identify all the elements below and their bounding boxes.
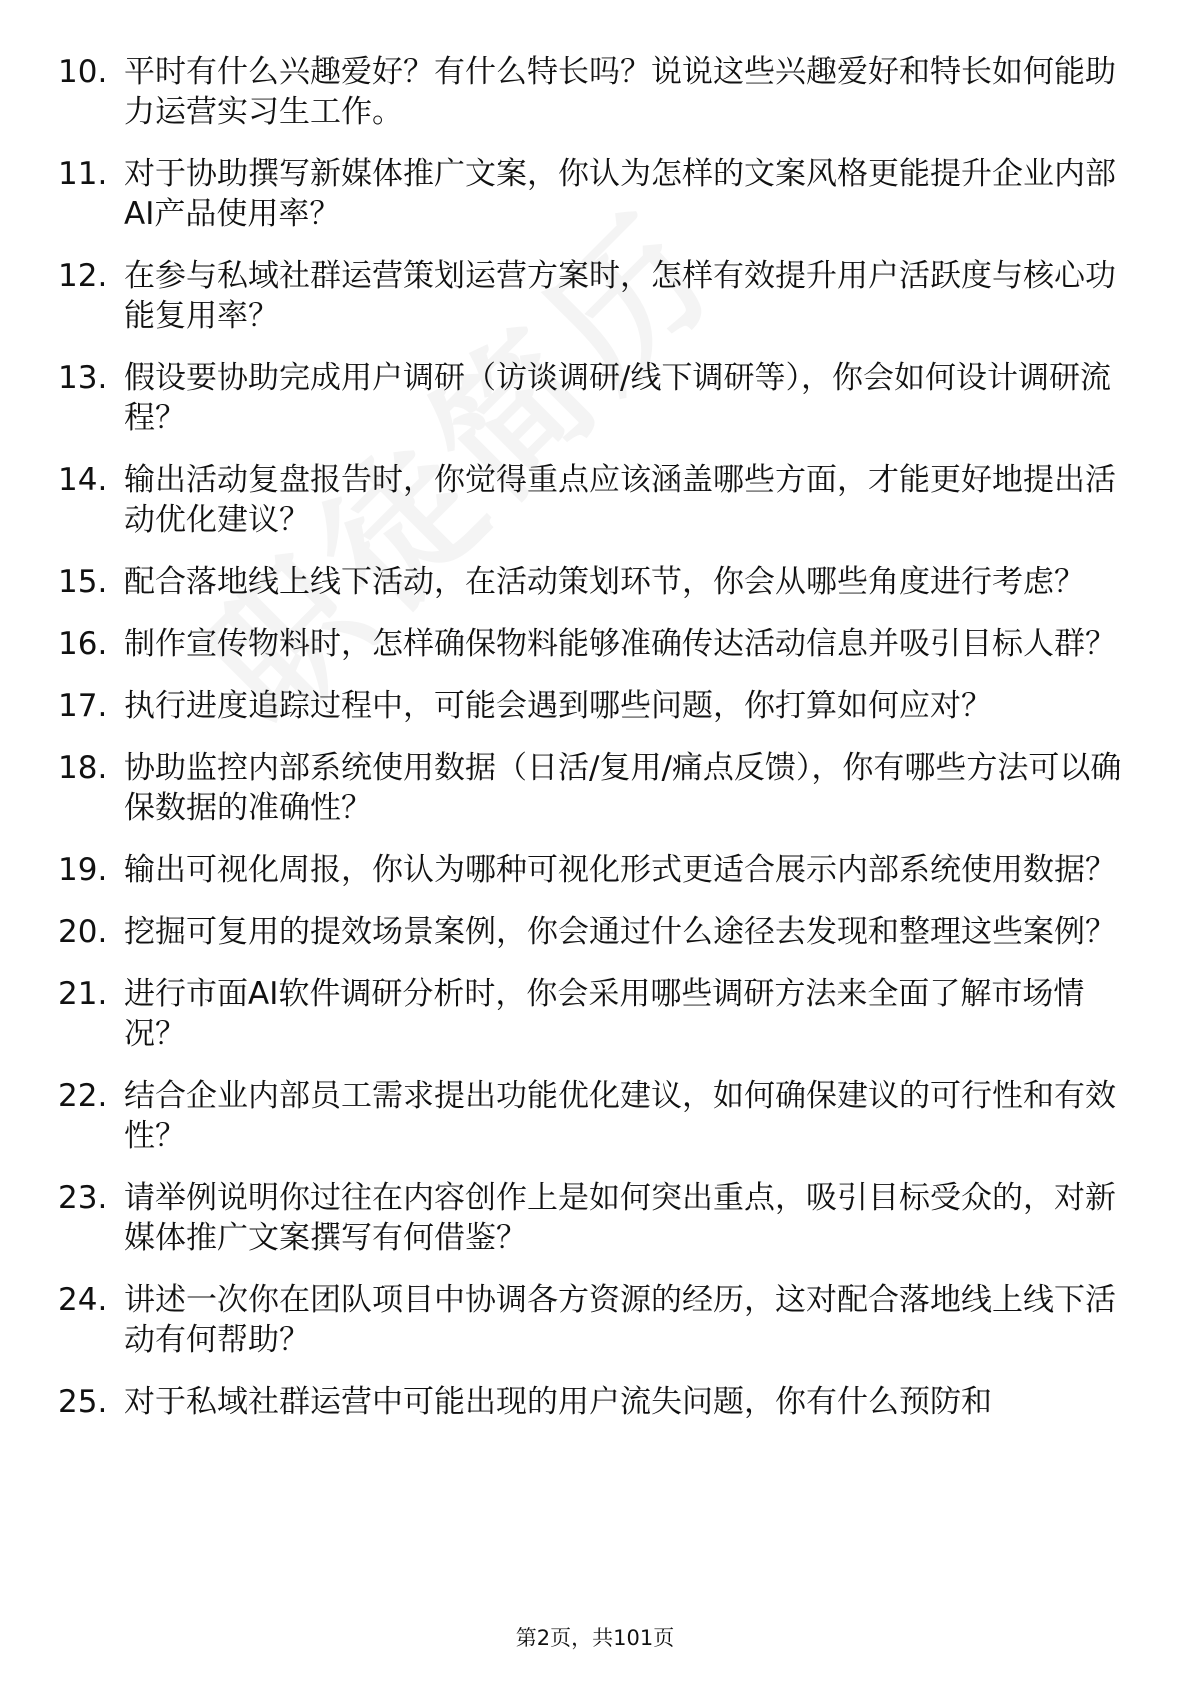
- question-item: [58, 460, 1138, 540]
- question-item: [58, 1382, 1138, 1422]
- question-item: [58, 52, 1138, 132]
- question-text: 请举例说明你过往在内容创作上是如何突出重点，吸引目标受众的，对新媒体推广文案撰写有何借鉴？: [124, 1180, 1116, 1256]
- question-number: 21.: [58, 976, 108, 1012]
- question-number: 20.: [58, 914, 108, 950]
- question-text: 对于协助撰写新媒体推广文案，你认为怎样的文案风格更能提升企业内部AI产品使用率？: [124, 156, 1116, 232]
- question-item: [58, 256, 1138, 336]
- question-item: [58, 850, 1138, 890]
- question-item: [58, 358, 1138, 438]
- question-text: 平时有什么兴趣爱好？有什么特长吗？说说这些兴趣爱好和特长如何能助力运营实习生工作。: [124, 54, 1116, 130]
- question-text: 进行市面AI软件调研分析时，你会采用哪些调研方法来全面了解市场情况？: [124, 976, 1085, 1052]
- question-item: [58, 624, 1138, 664]
- question-text: 讲述一次你在团队项目中协调各方资源的经历，这对配合落地线上线下活动有何帮助？: [124, 1282, 1116, 1358]
- question-number: 11.: [58, 156, 108, 192]
- question-item: [58, 1076, 1138, 1156]
- question-text: 制作宣传物料时，怎样确保物料能够准确传达活动信息并吸引目标人群？: [124, 626, 1116, 662]
- question-list: [58, 52, 1138, 1444]
- question-number: 14.: [58, 462, 108, 498]
- question-item: [58, 562, 1138, 602]
- question-number: 19.: [58, 852, 108, 888]
- question-text: 配合落地线上线下活动，在活动策划环节，你会从哪些角度进行考虑？: [124, 564, 1085, 600]
- question-number: 16.: [58, 626, 108, 662]
- question-text: 结合企业内部员工需求提出功能优化建议，如何确保建议的可行性和有效性？: [124, 1078, 1116, 1154]
- question-text: 协助监控内部系统使用数据（日活/复用/痛点反馈），你有哪些方法可以确保数据的准确性？: [124, 750, 1122, 826]
- question-item: [58, 1178, 1138, 1258]
- question-text: 执行进度追踪过程中，可能会遇到哪些问题，你打算如何应对？: [124, 688, 992, 724]
- question-item: [58, 154, 1138, 234]
- question-item: [58, 748, 1138, 828]
- question-text: 输出活动复盘报告时，你觉得重点应该涵盖哪些方面，才能更好地提出活动优化建议？: [124, 462, 1116, 538]
- question-text: 在参与私域社群运营策划运营方案时，怎样有效提升用户活跃度与核心功能复用率？: [124, 258, 1116, 334]
- question-text: 输出可视化周报，你认为哪种可视化形式更适合展示内部系统使用数据？: [124, 852, 1116, 888]
- page-footer: 第2页，共101页: [515, 1626, 675, 1650]
- question-number: 25.: [58, 1384, 108, 1420]
- question-number: 12.: [58, 258, 108, 294]
- question-number: 24.: [58, 1282, 108, 1318]
- question-number: 13.: [58, 360, 108, 396]
- question-item: [58, 1280, 1138, 1360]
- question-text: 对于私域社群运营中可能出现的用户流失问题，你有什么预防和: [124, 1384, 992, 1420]
- question-number: 10.: [58, 54, 108, 90]
- question-number: 23.: [58, 1180, 108, 1216]
- question-number: 22.: [58, 1078, 108, 1114]
- question-number: 17.: [58, 688, 108, 724]
- question-item: [58, 686, 1138, 726]
- question-item: [58, 912, 1138, 952]
- question-text: 挖掘可复用的提效场景案例，你会通过什么途径去发现和整理这些案例？: [124, 914, 1116, 950]
- question-number: 18.: [58, 750, 108, 786]
- question-item: [58, 974, 1138, 1054]
- question-number: 15.: [58, 564, 108, 600]
- question-text: 假设要协助完成用户调研（访谈调研/线下调研等），你会如何设计调研流程？: [124, 360, 1111, 436]
